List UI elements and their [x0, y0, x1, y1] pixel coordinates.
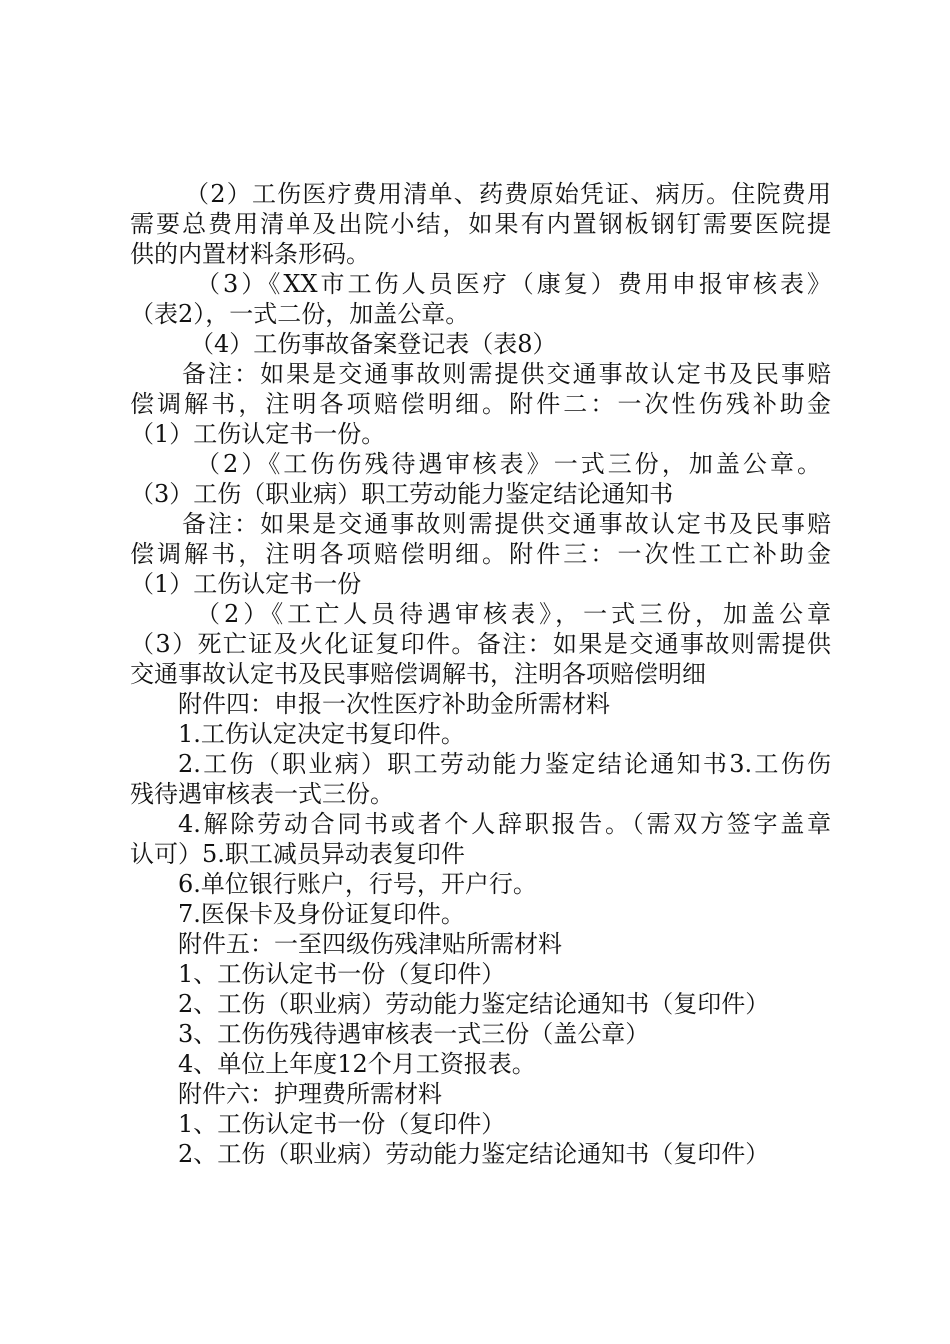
text-line: （3）《XX市工伤人员医疗（康复）费用申报审核表》	[196, 270, 831, 298]
text-line: 1、工伤认定书一份（复印件）	[178, 1110, 506, 1138]
text-line: 4.解除劳动合同书或者个人辞职报告。（需双方签字盖章	[178, 810, 831, 838]
text-line: （1）工伤认定书一份	[130, 570, 362, 598]
text-line: 附件四：申报一次性医疗补助金所需材料	[178, 690, 610, 718]
text-line: 残待遇审核表一式三份。	[130, 780, 394, 808]
text-line: 偿调解书，注明各项赔偿明细。附件二：一次性伤残补助金	[130, 390, 831, 418]
text-line: 2、工伤（职业病）劳动能力鉴定结论通知书（复印件）	[178, 1140, 770, 1168]
text-line: 4、单位上年度12个月工资报表。	[178, 1050, 536, 1078]
text-line: 备注：如果是交通事故则需提供交通事故认定书及民事赔	[182, 360, 831, 388]
text-line: 1.工伤认定决定书复印件。	[178, 720, 465, 748]
text-line: 认可）5.职工减员异动表复印件	[130, 840, 465, 868]
text-line: 2.工伤（职业病）职工劳动能力鉴定结论通知书3.工伤伤	[178, 750, 831, 778]
text-line: （表2），一式二份，加盖公章。	[130, 300, 470, 328]
text-line: 3、工伤伤残待遇审核表一式三份（盖公章）	[178, 1020, 650, 1048]
text-line: 交通事故认定书及民事赔偿调解书，注明各项赔偿明细	[130, 660, 706, 688]
text-line: （2）工伤医疗费用清单、药费原始凭证、病历。住院费用	[185, 180, 831, 208]
text-line: 需要总费用清单及出院小结，如果有内置钢板钢钉需要医院提	[130, 210, 831, 238]
text-line: （4）工伤事故备案登记表（表8）	[190, 330, 557, 358]
text-line: 供的内置材料条形码。	[130, 240, 370, 268]
text-line: 附件六：护理费所需材料	[178, 1080, 442, 1108]
text-line: 6.单位银行账户，行号，开户行。	[178, 870, 537, 898]
text-line: 附件五：一至四级伤残津贴所需材料	[178, 930, 562, 958]
text-line: 偿调解书，注明各项赔偿明细。附件三：一次性工亡补助金	[130, 540, 831, 568]
text-line: 2、工伤（职业病）劳动能力鉴定结论通知书（复印件）	[178, 990, 770, 1018]
text-line: （2）《工亡人员待遇审核表》，一式三份，加盖公章	[196, 600, 831, 628]
text-line: （3）工伤（职业病）职工劳动能力鉴定结论通知书	[130, 480, 674, 508]
text-line: （3）死亡证及火化证复印件。备注：如果是交通事故则需提供	[130, 630, 831, 658]
text-line: 备注：如果是交通事故则需提供交通事故认定书及民事赔	[182, 510, 831, 538]
text-line: （1）工伤认定书一份。	[130, 420, 386, 448]
text-line: 7.医保卡及身份证复印件。	[178, 900, 465, 928]
text-line: （2）《工伤伤残待遇审核表》一式三份，加盖公章。	[196, 450, 821, 478]
text-line: 1、工伤认定书一份（复印件）	[178, 960, 506, 988]
